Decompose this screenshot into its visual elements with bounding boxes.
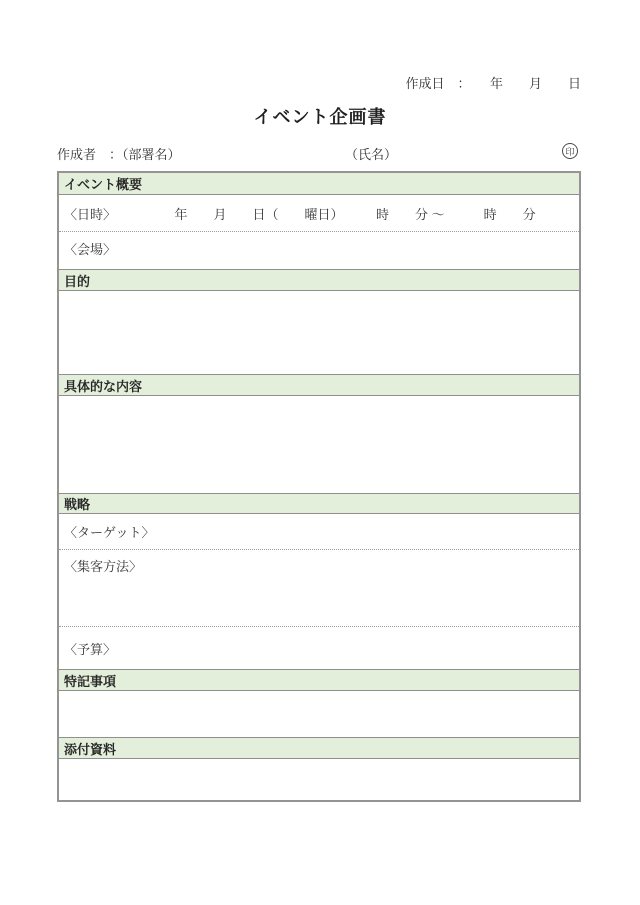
section-header-purpose xyxy=(59,269,579,290)
field-datetime[interactable] xyxy=(59,194,579,231)
field-budget[interactable] xyxy=(59,626,579,669)
author-department-label: 作成者 ：（部署名） xyxy=(57,147,181,162)
field-attracting-customers[interactable] xyxy=(59,549,579,626)
field-venue[interactable] xyxy=(59,231,579,269)
purpose-input-area[interactable] xyxy=(59,290,579,374)
seal-stamp-icon xyxy=(562,143,578,159)
author-row xyxy=(57,142,581,162)
field-target-label: 〈ターゲット〉 xyxy=(64,525,155,540)
field-attracting-customers-label: 〈集客方法〉 xyxy=(64,559,143,574)
section-header-label: イベント概要 xyxy=(64,177,143,192)
section-header-label: 具体的な内容 xyxy=(64,378,143,394)
event-plan-form-table xyxy=(57,171,581,802)
section-header-specific-details xyxy=(59,374,579,395)
author-name-label: （氏名） xyxy=(345,147,398,162)
field-target[interactable] xyxy=(59,513,579,549)
field-datetime-label: 〈日時〉 年 月 日（ 曜日） 時 分 ～ 時 分 xyxy=(64,206,536,222)
specific-details-input-area[interactable] xyxy=(59,395,579,493)
section-header-label: 目的 xyxy=(64,273,91,289)
section-header-special-notes xyxy=(59,669,579,690)
special-notes-input-area[interactable] xyxy=(59,690,579,737)
attachments-input-area[interactable] xyxy=(59,758,579,800)
created-date-line: 作成日 ： 年 月 日 xyxy=(405,76,581,91)
seal-stamp-character: 印 xyxy=(565,146,575,157)
section-header-label: 特記事項 xyxy=(64,673,117,689)
section-header-strategy xyxy=(59,493,579,513)
field-budget-label: 〈予算〉 xyxy=(64,641,117,657)
field-venue-label: 〈会場〉 xyxy=(64,242,117,257)
section-header-event-overview xyxy=(59,173,579,194)
section-header-label: 戦略 xyxy=(64,497,91,512)
page-title: イベント企画書 xyxy=(253,107,387,127)
section-header-label: 添付資料 xyxy=(64,741,117,757)
section-header-attachments xyxy=(59,737,579,758)
